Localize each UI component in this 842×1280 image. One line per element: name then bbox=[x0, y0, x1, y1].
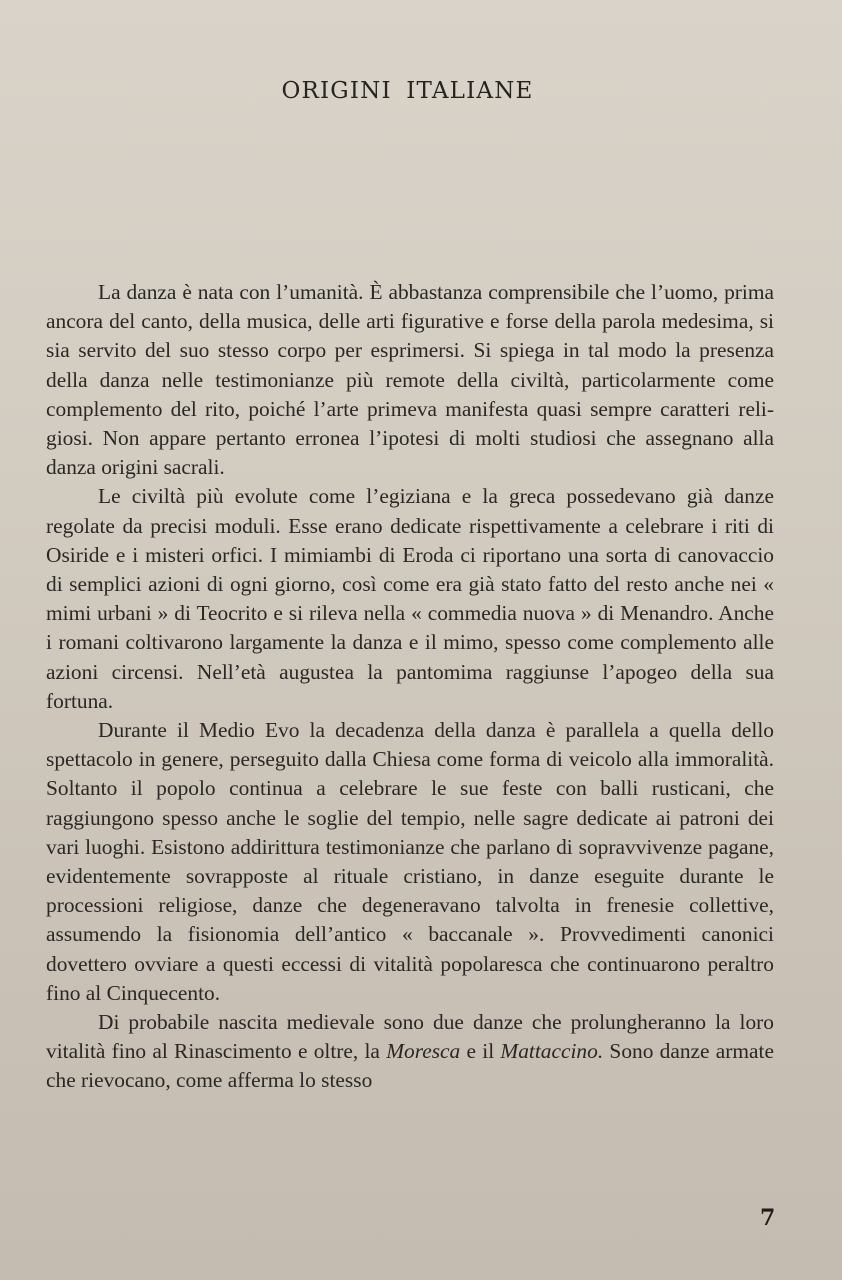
dance-name-mattaccino: Mattaccino. bbox=[500, 1039, 604, 1064]
paragraph-3: Durante il Medio Evo la decadenza della danza è parallela a quella dello spettacolo in genere, perseguito dalla Chiesa come forma di veicolo alla immoralità. Soltanto il popolo continua a celebrare le sue feste con balli rusticani, che raggiungono spesso anche le soglie del tempio, nelle sagre dedicate ai patroni dei vari luoghi. Esistono addirittura testimonianze che parlano di sopravvivenze pagane, evidentemente sovrapposte al rituale cristiano, in danze eseguite durante le processioni religiose, danze che degeneravano talvolta in frenesie collettive, assumendo la fisionomia dell’antico « baccanale ». Provvedimenti canonici dovettero ovviare a questi eccessi di vitalità popolaresca che continuarono peraltro fino al Cinquecento. bbox=[46, 718, 774, 1005]
paragraph-2: Le civiltà più evolute come l’egiziana e la greca possedevano già danze regolate da precisi moduli. Esse erano dedicate rispettivamente a celebrare i riti di Osiride e i misteri orfici. I mimiambi di Eroda ci riportano una sorta di canovaccio di semplici azioni di ogni giorno, così come era già stato fatto del resto anche nei « mimi urbani » di Teocrito e si rileva nella « commedia nuova » di Menandro. Anche i romani coltivarono largamente la danza e il mimo, spesso come complemento alle azioni circensi. Nell’età augustea la pantomima raggiunse l’apogeo della sua fortuna. bbox=[46, 484, 774, 713]
page-number: 7 bbox=[760, 1205, 776, 1231]
dance-name-moresca: Moresca bbox=[386, 1039, 461, 1064]
chapter-title: ORIGINI ITALIANE bbox=[281, 78, 534, 104]
body-text bbox=[46, 278, 774, 1096]
paragraph-4 bbox=[46, 1008, 774, 1096]
paragraph-1: La danza è nata con l’umanità. È abbastanza comprensibile che l’uomo, prima ancora del canto, della musica, delle arti figurative e forse della parola medesima, si sia servito del suo stesso corpo per esprimersi. Si spiega in tal modo la presenza della danza nelle testimonianze più remote della civiltà, particolarmente come complemento del rito, poiché l’arte primeva manifesta quasi sempre caratteri religiosi. Non appare pertanto erronea l’ipotesi di molti studiosi che assegnano alla danza origini sacrali. bbox=[46, 280, 774, 480]
paragraph-4-text-after: Sono danze armate che rievocano, come afferma lo stesso bbox=[46, 1039, 774, 1093]
paragraph-4-text-before: Di probabile nascita medievale sono due danze che prolungheranno la loro vitalità fino al Rinascimento e oltre, la bbox=[46, 1010, 774, 1064]
paragraph-4-text-middle: e il bbox=[460, 1039, 501, 1064]
